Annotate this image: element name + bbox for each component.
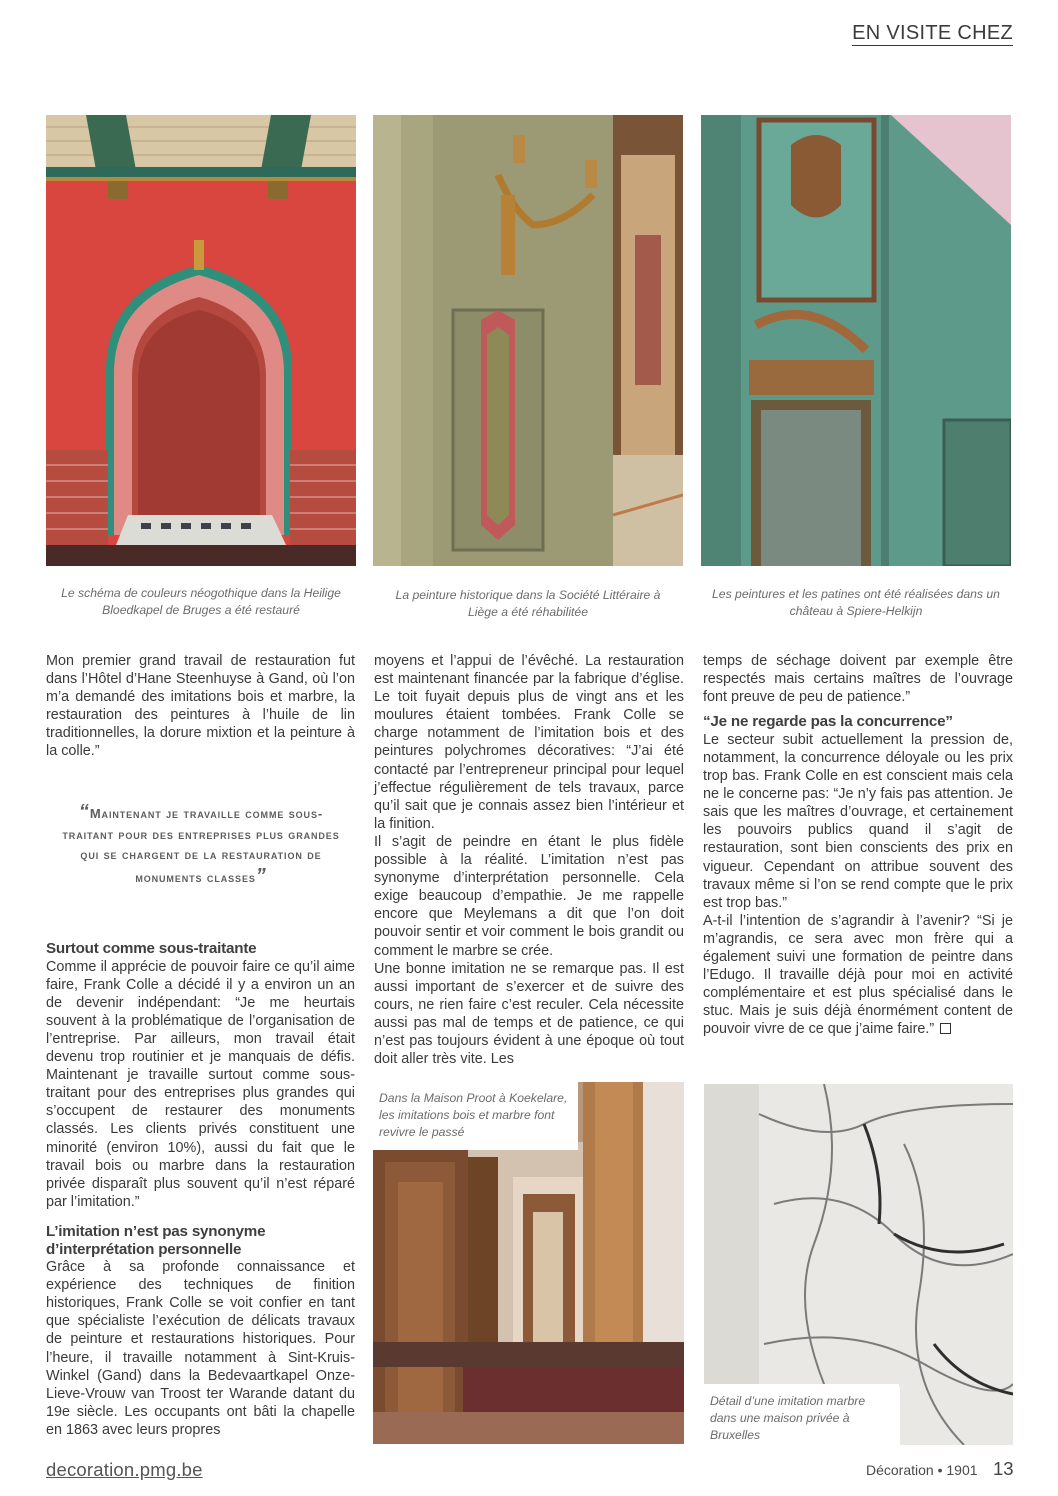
paragraph: temps de séchage doivent par exemple être respectés mais certains maîtres de l’ouvrage font preuve de peu de patience.”	[703, 653, 1013, 706]
subheading: L’imitation n’est pas synonyme d’interprétation personnelle	[46, 1222, 266, 1258]
pull-quote: “Maintenant je travaille comme sous-traitant pour des entreprises plus grandes qui se chargent de la restauration de monuments classes”	[62, 801, 340, 887]
footer-issue: Décoration • 1901	[866, 1462, 978, 1478]
gothic-arch-photo	[46, 115, 356, 566]
paragraph: Une bonne imitation ne se remarque pas. Il est aussi important de s’exercer et de suivre des cours, ne rien faire c’est reculer. Cela nécessite aussi pas mal de temps et de patience, ce qui n’est pas toujours évident à une époque où tout doit aller très vite. Les	[374, 960, 684, 1068]
end-mark-icon	[940, 1023, 951, 1034]
subheading: Surtout comme sous-traitante	[46, 940, 257, 957]
paragraph: moyens et l’appui de l’évêché. La restauration est maintenant financée par la fabrique d’église. Le toit fuyait depuis plus de vingt ans et les moulures étaient tombées. Frank Colle se charge notamment de l’imitation bois et des peintures polychromes décoratives: “J’ai été contacté par l’entrepreneur principal pour lequel j’effectue régulièrement de tels travaux, parce qu’il sait que je connais assez bien l’intérieur et la finition.	[374, 653, 684, 832]
caption-gothic-arch: Le schéma de couleurs néogothique dans la Heilige Bloedkapel de Bruges a été restauré	[61, 586, 341, 617]
article-column-1	[46, 652, 355, 761]
article-column-2	[374, 652, 684, 1068]
paragraph: Il s’agit de peindre en étant le plus fidèle possible à la réalité. L’imitation n’est pas synonyme d’interprétation personnelle. Cela exige beaucoup d’empathie. Je me rappelle encore que Meylemans a dit que l’on doit pouvoir sentir et voir comment le bois grandit ou comment le marbre se crée.	[374, 833, 684, 959]
caption-wood-doorway: Dans la Maison Proot à Koekelare, les imitations bois et marbre font revivre le passé	[373, 1082, 578, 1150]
caption-marble-texture: Détail d’une imitation marbre dans une maison privée à Bruxelles	[704, 1387, 900, 1445]
subheading: “Je ne regarde pas la concurrence”	[703, 713, 953, 731]
article-column-3	[703, 652, 1013, 1038]
paragraph: Le secteur subit actuellement la pression de, notamment, la concurrence déloyale ou les prix trop bas. Frank Colle en est conscient mais cela ne le concerne pas: “Je n’y fais pas attention. Je sais que les maîtres d’ouvrage, et certainement les pouvoirs publics quand il s’agit de restauration, sont bien conscients des prix en vigueur. Cependant on attribue souvent des travaux même si l’on se rend compte que le prix est trop bas.”	[703, 731, 1013, 911]
footer-website-link[interactable]: decoration.pmg.be	[46, 1459, 203, 1480]
caption-green-panel: Les peintures et les patines ont été réalisées dans un château à Spiere-Helkijn	[712, 587, 1000, 618]
paragraph: Comme il apprécie de pouvoir faire ce qu’il aime faire, Frank Colle a décidé il y a environ un an de devenir indépendant: “Je me heurtais souvent à la problématique de l’organisation de l’entreprise. Par ailleurs, mon travail était devenu trop routinier et je manquais de défis. Maintenant je travaille surtout comme sous-traitant pour des entreprises plus grandes qui s’occupent de restaurer des monuments classés. Les clients privés constituent une minorité (environ 10%), aussi du fait que le travail bois ou marbre dans la restauration privée disparaît plus souvent qu’il n’est réparé par l’imitation.”	[46, 958, 355, 1210]
page-number: 13	[993, 1458, 1014, 1479]
article-column-1-lower	[46, 940, 355, 1439]
caption-historic-room: La peinture historique dans la Société Littéraire à Liège a été réhabilitée	[395, 588, 661, 619]
historic-room-photo	[373, 115, 683, 566]
green-panel-photo	[701, 115, 1011, 566]
paragraph: A-t-il l’intention de s’agrandir à l’avenir? “Si je m’agrandis, ce sera avec mon frère qui a également suivi une formation de peintre dans l’Edugo. Il travaille déjà pour moi en activité complémentaire et est plus spécialisé dans le stuc. Mais je suis déjà énormément content de pouvoir vivre de ce que j’aime faire.”	[703, 912, 1013, 1038]
paragraph: Grâce à sa profonde connaissance et expérience des techniques de finition historiques, Frank Colle se voit confier en tant que spécialiste l’exécution de délicats travaux de peinture et restaurations historiques. Pour l’heure, il travaille notamment à Sint-Kruis-Winkel (Gand) dans la Bedevaartkapel Onze-Lieve-Vrouw van Troost ter Warande datant du 19e siècle. Les occupants ont bâti la chapelle en 1863 avec leurs propres	[46, 1259, 355, 1438]
paragraph: Mon premier grand travail de restauration fut dans l’Hôtel d’Hane Steenhuyse à Gand, où l’on m’a demandé des imitations bois et marbre, la restauration des peintures à l’huile de lin traditionnelles, la dorure mixtion et la peinture à la colle.”	[46, 653, 355, 760]
section-tag: EN VISITE CHEZ	[852, 22, 1013, 44]
